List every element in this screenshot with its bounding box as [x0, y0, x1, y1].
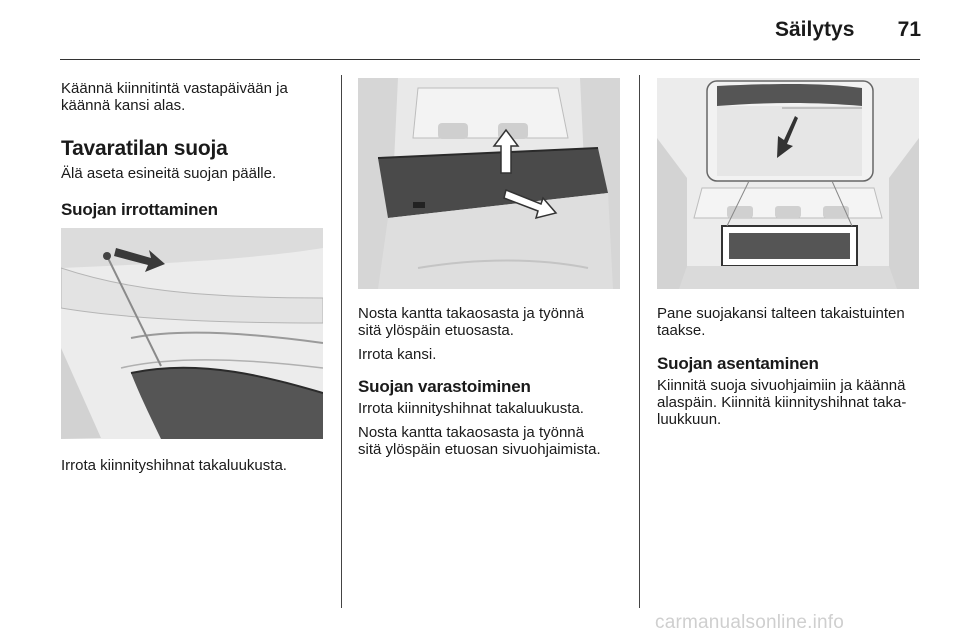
page-header	[0, 0, 960, 60]
subsection-heading: Suojan irrottaminen	[61, 200, 218, 219]
tailgate-illustration	[61, 228, 323, 439]
instruction-text-line: Nosta kantta takaosasta ja työnnä	[358, 305, 584, 322]
figure-caption: Irrota kiinnityshihnat takaluukusta.	[61, 457, 287, 474]
subsection-heading: Suojan varastoiminen	[358, 377, 531, 396]
warning-text: Älä aseta esineitä suojan päälle.	[61, 165, 277, 182]
intro-text-line: Käännä kiinnitintä vastapäivään ja	[61, 80, 288, 97]
cargo-cover-illustration	[358, 78, 620, 289]
header-rule	[60, 59, 920, 60]
intro-text-line: käännä kansi alas.	[61, 97, 186, 114]
instruction-text-line: Kiinnitä suoja sivuohjaimiin ja käännä	[657, 377, 906, 394]
watermark: carmanualsonline.info	[655, 612, 845, 633]
instruction-text-line: taakse.	[657, 322, 706, 339]
section-heading: Tavaratilan suoja	[61, 137, 228, 160]
instruction-text: Irrota kiinnityshihnat takaluukusta.	[358, 400, 584, 417]
subsection-heading: Suojan asentaminen	[657, 354, 819, 373]
page-number: 71	[897, 18, 921, 41]
instruction-text-line: sitä ylöspäin etuosasta.	[358, 322, 514, 339]
instruction-text-line: sitä ylöspäin etuosan sivuohjaimista.	[358, 441, 601, 458]
column-divider-2	[639, 75, 640, 608]
figure-store-cover	[657, 78, 919, 289]
figure-lift-cover	[358, 78, 620, 289]
instruction-text-line: Nosta kantta takaosasta ja työnnä	[358, 424, 584, 441]
column-divider-1	[341, 75, 342, 608]
instruction-text: Irrota kansi.	[358, 346, 437, 363]
stored-cover-illustration	[657, 78, 919, 289]
instruction-text-line: Pane suojakansi talteen takaistuinten	[657, 305, 905, 322]
section-title: Säilytys	[775, 18, 855, 41]
figure-remove-straps	[61, 228, 323, 439]
instruction-text-line: alaspäin. Kiinnitä kiinnityshihnat taka-	[657, 394, 907, 411]
instruction-text-line: luukkuun.	[657, 411, 722, 428]
